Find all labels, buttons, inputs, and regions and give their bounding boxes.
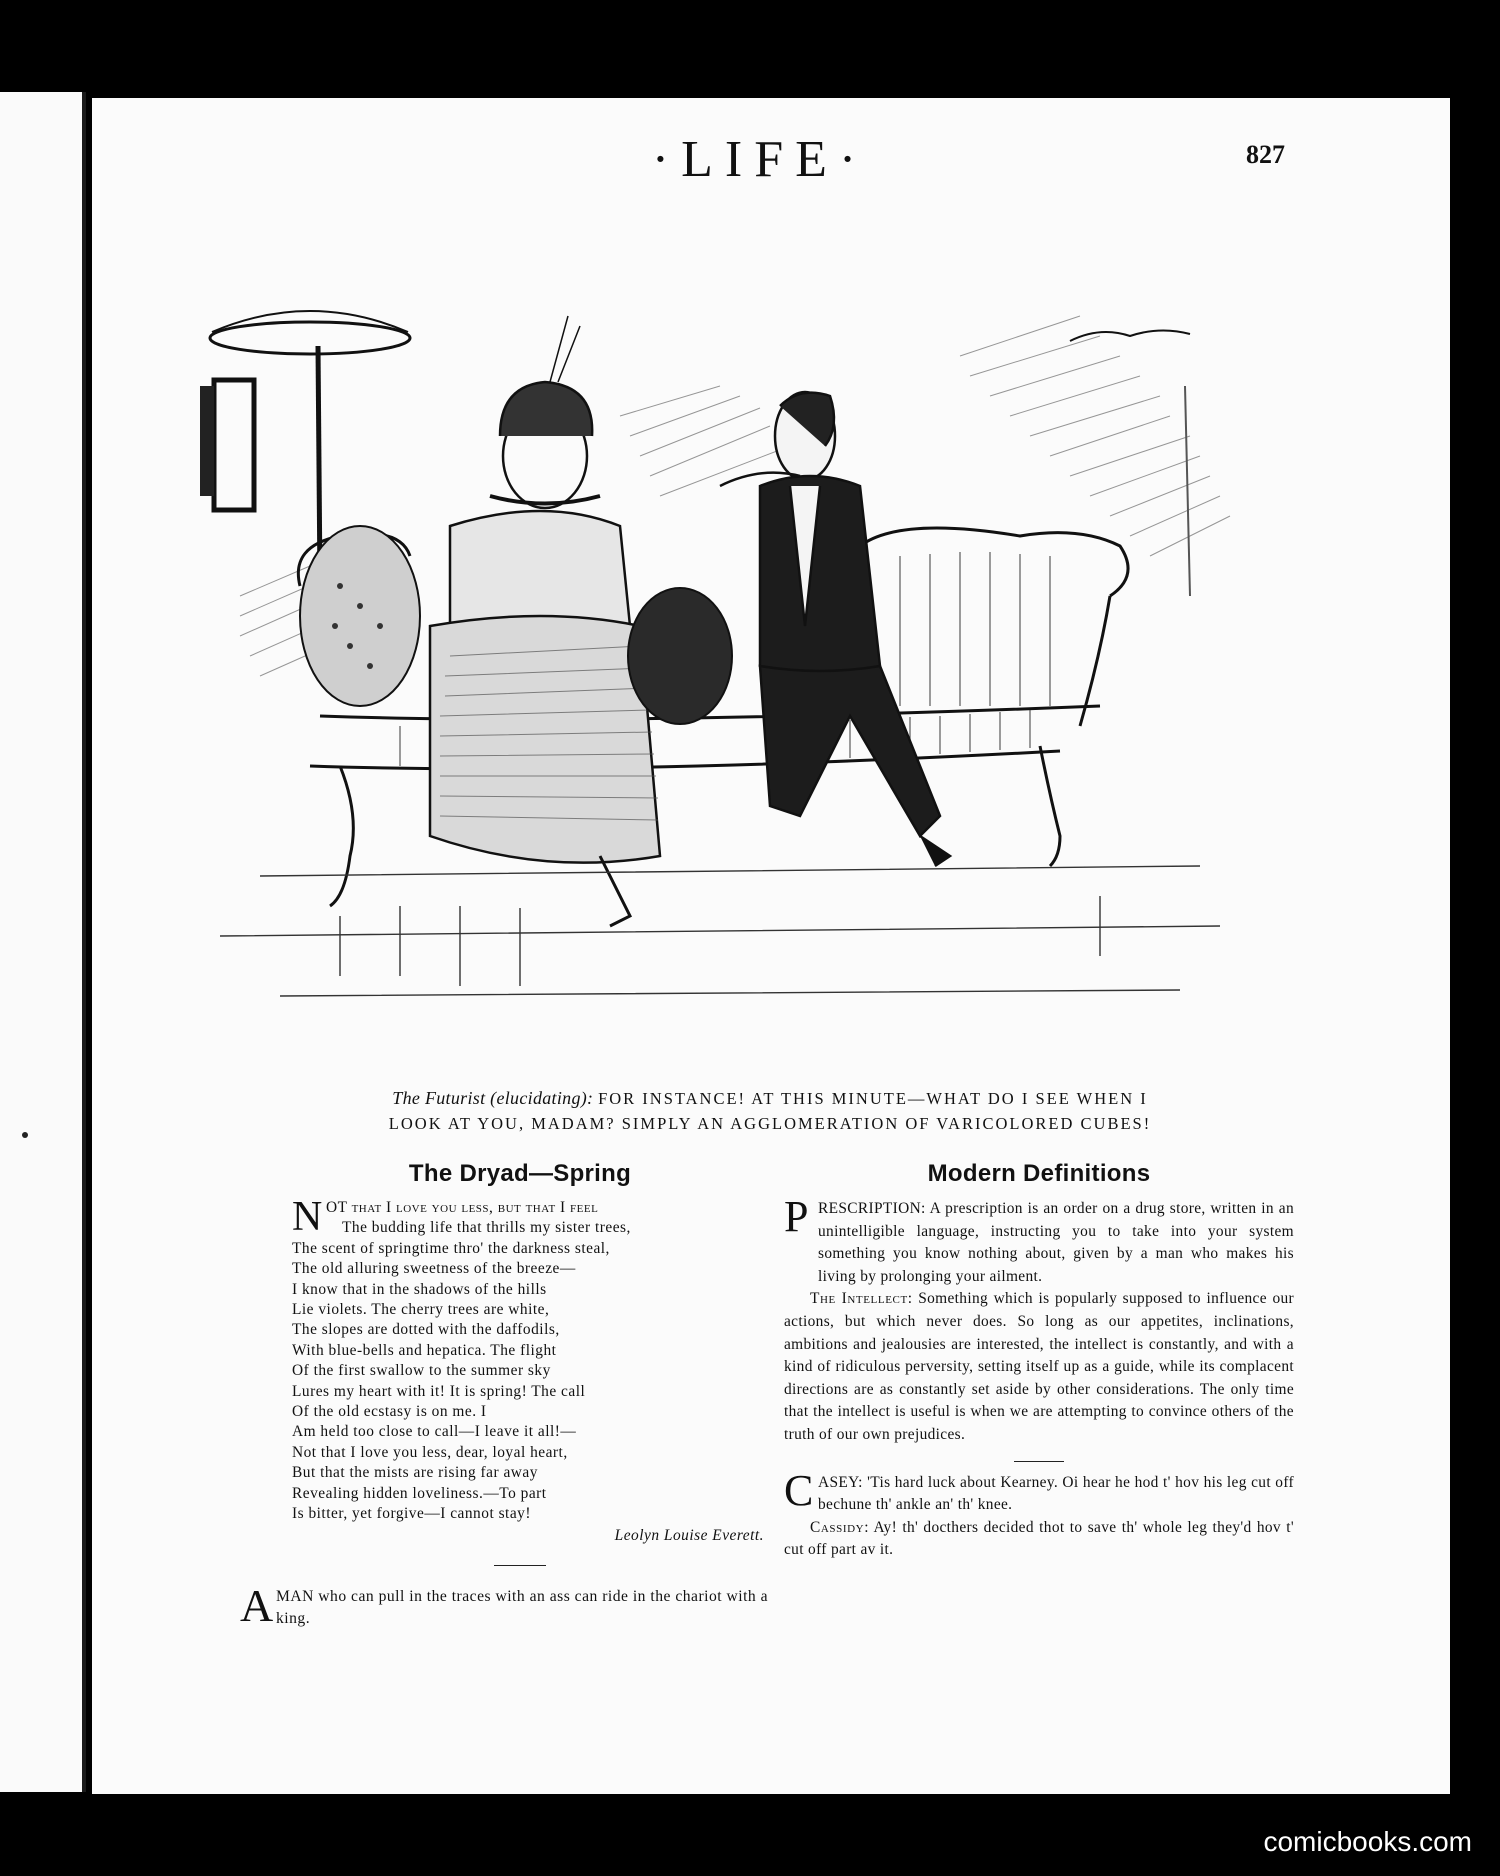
definition-term: The Intellect:	[810, 1290, 913, 1308]
right-column	[784, 1160, 1294, 1562]
poem-line: But that the mists are rising far away	[292, 1464, 538, 1482]
poem-line: Is bitter, yet forgive—I cannot stay!	[292, 1505, 531, 1523]
poem-line: Revealing hidden loveliness.—To part	[292, 1484, 547, 1502]
dialogue-speaker: Cassidy:	[810, 1518, 870, 1536]
dialogue	[784, 1465, 1294, 1562]
left-column	[240, 1160, 770, 1631]
poem-body	[292, 1194, 770, 1525]
poem-line: The scent of springtime thro' the darkness steal,	[292, 1239, 610, 1257]
section-divider	[494, 1565, 546, 1566]
aphorism	[240, 1579, 770, 1631]
poem-line: Lures my heart with it! It is spring! The call	[292, 1382, 586, 1400]
definition-text: Something which is popularly supposed to influence our actions, but which never does. So long as our appetites, inclinations, ambitions and jealousies are interested, the intellect is constantly, and with a kind of ridiculous perversity, setting itself up as a guide, while its complacent directions are as constantly set aside by other considerations. The only time that the intellect is useful is when we are attempting to convince others of the truth of our own prejudices.	[784, 1290, 1295, 1443]
poem-line: The slopes are dotted with the daffodils,	[292, 1321, 560, 1339]
dialogue-line: Ay! th' docthers decided thot to save th' whole leg they'd hov t' cut off part av it.	[784, 1518, 1294, 1559]
definitions-title: Modern Definitions	[927, 1160, 1151, 1187]
definition-intellect	[784, 1288, 1294, 1446]
poem-dropcap: N	[292, 1194, 323, 1240]
illustration-caption	[340, 1086, 1200, 1136]
aphorism-dropcap: A	[240, 1579, 274, 1631]
sofa	[298, 528, 1128, 906]
poem-line: The budding life that thrills my sister trees,	[342, 1219, 631, 1237]
caption-line-1: FOR INSTANCE! AT THIS MINUTE—WHAT DO I SEE WHEN I	[598, 1089, 1148, 1108]
masthead: ·LIFE·	[651, 131, 869, 188]
definition-prescription	[784, 1192, 1294, 1288]
poem-line: The old alluring sweetness of the breeze—	[292, 1260, 576, 1278]
section-divider	[1014, 1461, 1064, 1462]
woman-figure	[430, 316, 660, 926]
poem-line: Not that I love you less, dear, loyal heart,	[292, 1443, 568, 1461]
poem-line: Of the old ecstasy is on me. I	[292, 1403, 487, 1421]
poem-line-1: N OT that I love you less, but that I feel	[292, 1194, 599, 1240]
page-number: 827	[1246, 140, 1285, 169]
definition-dropcap: P	[784, 1192, 809, 1241]
poem-author: Leolyn Louise Everett.	[614, 1526, 764, 1544]
poem-line: Lie violets. The cherry trees are white,	[292, 1301, 550, 1319]
site-watermark: comicbooks.com	[1263, 1826, 1472, 1857]
floor-lamp-shade	[210, 322, 410, 354]
dialogue-line: 'Tis hard luck about Kearney. Oi hear he hod t' hov his leg cut off bechune th' ankle an' th' knee.	[818, 1473, 1294, 1514]
poem-line: With blue-bells and hepatica. The flight	[292, 1341, 557, 1359]
poem-line: I know that in the shadows of the hills	[292, 1280, 547, 1298]
page-speck	[22, 1132, 28, 1138]
poem-line: Am held too close to call—I leave it all!—	[292, 1423, 577, 1441]
poem-title: The Dryad—Spring	[408, 1160, 632, 1187]
wall-picture-frame	[214, 380, 254, 510]
poem-line: Of the first swallow to the summer sky	[292, 1362, 551, 1380]
man-figure	[720, 392, 950, 866]
futurist-cartoon-illustration	[200, 296, 1298, 1070]
caption-speaker: The Futurist (elucidating):	[392, 1088, 594, 1108]
definition-term: RESCRIPTION:	[818, 1200, 926, 1217]
definition-text: A prescription is an order on a drug store, written in an unintelligible language, instructing you to take into your system something you know nothing about, given by a man who makes his living by prolonging your ailment.	[818, 1200, 1294, 1285]
dialogue-dropcap: C	[784, 1465, 814, 1515]
facing-page-edge	[0, 92, 86, 1792]
caption-line-2: LOOK AT YOU, MADAM? SIMPLY AN AGGLOMERATION OF VARICOLORED CUBES!	[388, 1114, 1152, 1133]
dialogue-speaker: ASEY:	[818, 1473, 863, 1491]
aphorism-text: MAN who can pull in the traces with an ass can ride in the chariot with a king.	[276, 1587, 769, 1627]
